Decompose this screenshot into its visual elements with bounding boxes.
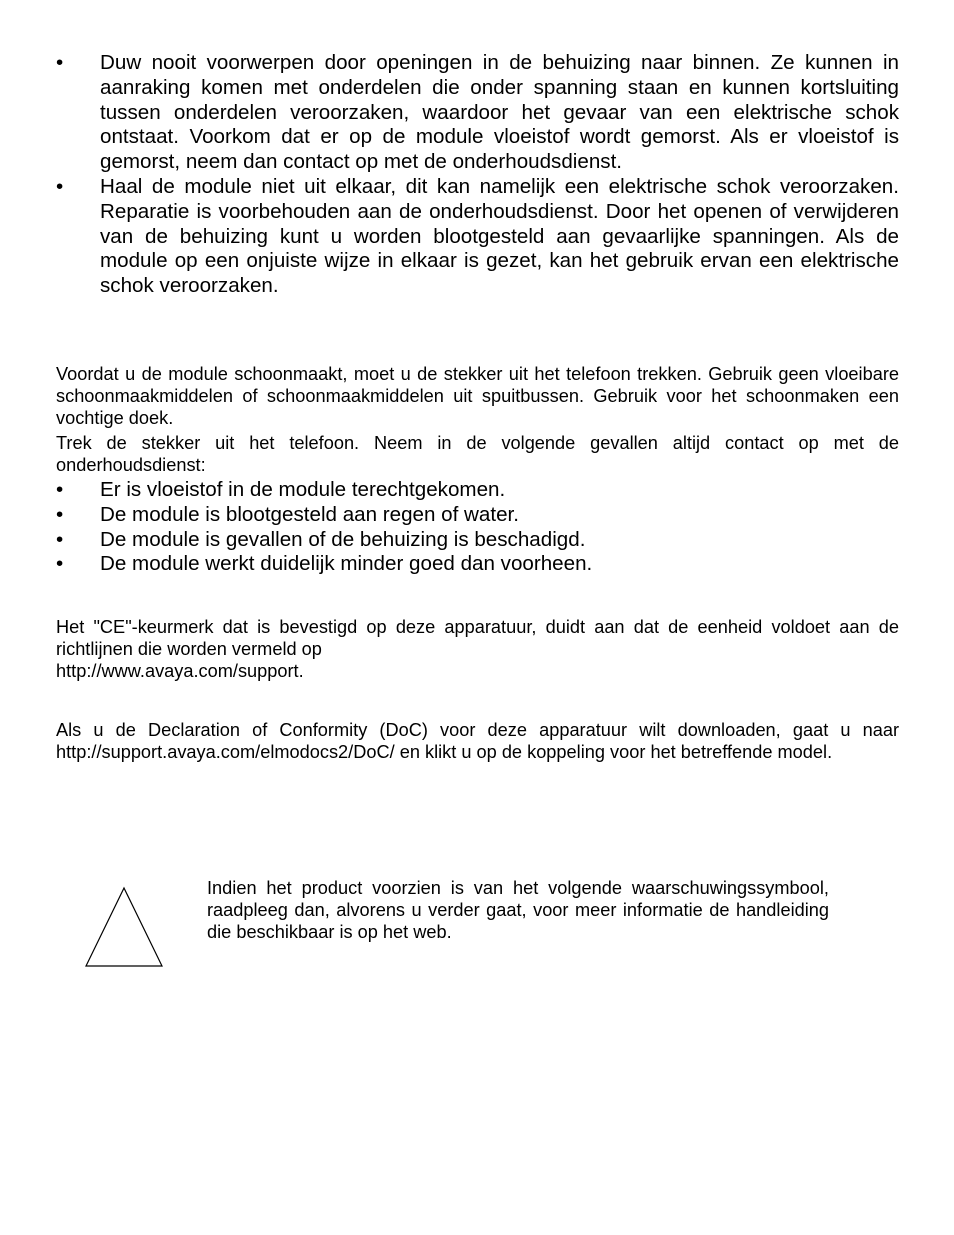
warning-notice (84, 877, 829, 972)
ce-mark-paragraph (56, 616, 899, 682)
safety-bullet-list (56, 51, 899, 299)
bullet-glyph: • (56, 552, 64, 576)
service-bullet-list (56, 478, 899, 577)
safety-bullet-text: Haal de module niet uit elkaar, dit kan namelijk een elektrische schok veroorzaken. Reparatie is voorbehouden aan de onderhoudsdienst. Door het openen of verwijderen van de behuizing kunt u worden blootgesteld aan gevaarlijke spanningen. Als de module op een onjuiste wijze in elkaar is gezet, kan het gebruik ervan een elektrische schok veroorzaken. (100, 174, 899, 298)
ce-mark-text: Het "CE"-keurmerk dat is bevestigd op deze apparatuur, duidt aan dat de eenheid voldoet aan de richtlijnen die worden vermeld op (56, 617, 899, 659)
bullet-glyph: • (56, 51, 64, 74)
service-bullet-text: De module werkt duidelijk minder goed dan voorheen. (100, 552, 593, 576)
warning-triangle-icon (84, 886, 164, 968)
list-item (56, 552, 899, 577)
bullet-glyph: • (56, 527, 64, 551)
unplug-paragraph: Trek de stekker uit het telefoon. Neem in de volgende gevallen altijd contact op met de onderhoudsdienst: (56, 433, 899, 475)
list-item (56, 478, 899, 503)
list-item (56, 503, 899, 528)
warning-triangle-shape (86, 888, 162, 966)
list-item (56, 51, 899, 175)
bullet-glyph: • (56, 174, 64, 198)
service-bullet-text: Er is vloeistof in de module terechtgekomen. (100, 478, 506, 501)
bullet-glyph: • (56, 478, 64, 501)
service-bullet-text: De module is blootgesteld aan regen of water. (100, 502, 520, 526)
service-bullet-text: De module is gevallen of de behuizing is beschadigd. (100, 527, 586, 551)
list-item (56, 528, 899, 553)
bullet-glyph: • (56, 502, 64, 526)
warning-text: Indien het product voorzien is van het volgende waarschuwingssymbool, raadpleeg dan, alvorens u verder gaat, voor meer informatie de handleiding die beschikbaar is op het web. (207, 878, 829, 942)
ce-support-url: http://www.avaya.com/support. (56, 661, 304, 681)
list-item (56, 175, 899, 299)
safety-bullet-text: Duw nooit voorwerpen door openingen in de behuizing naar binnen. Ze kunnen in aanraking komen met onderdelen die onder spanning staan en kunnen kortsluiting tussen onderdelen veroorzaken, waardoor het gevaar van een elektrische schok ontstaat. Voorkom dat er op de module vloeistof wordt gemorst. Als er vloeistof is gemorst, neem dan contact op met de onderhoudsdienst. (100, 51, 899, 174)
declaration-of-conformity-paragraph: Als u de Declaration of Conformity (DoC) voor deze apparatuur wilt downloaden, gaat u naar http://support.avaya.com/elmodocs2/DoC/ en klikt u op de koppeling voor het betreffende model. (56, 720, 899, 762)
cleaning-paragraph: Voordat u de module schoonmaakt, moet u de stekker uit het telefoon trekken. Gebruik geen vloeibare schoonmaakmiddelen of schoonmaakmiddelen uit spuitbussen. Gebruik voor het schoonmaken een vochtige doek. (56, 364, 899, 428)
